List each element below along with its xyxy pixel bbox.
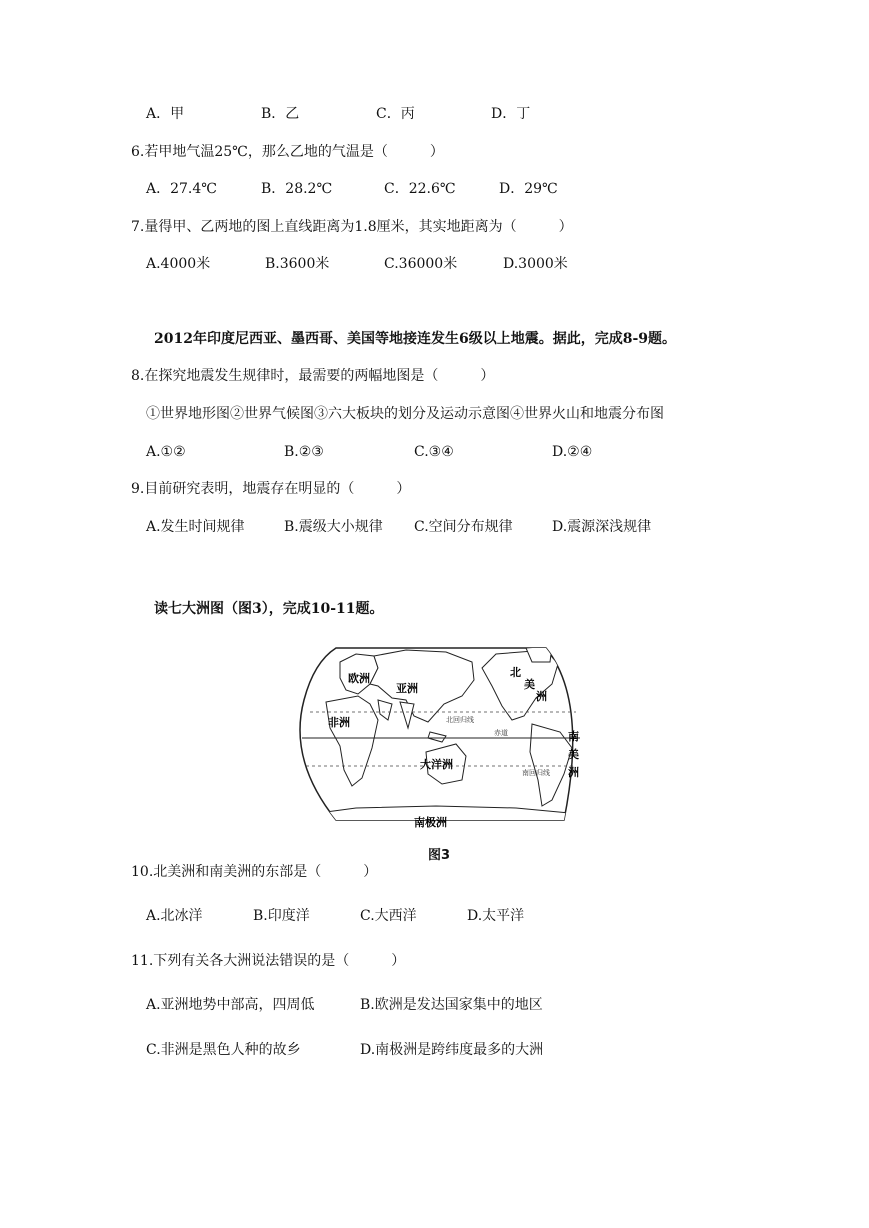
label-south-america-3: 洲	[568, 766, 579, 779]
q11-option-a: A.亚洲地势中部高，四周低	[146, 997, 315, 1013]
q11-stem: 11.下列有关各大洲说法错误的是（ ）	[131, 953, 406, 969]
q10-option-c: C.大西洋	[360, 908, 417, 924]
label-north-america-3: 洲	[536, 690, 547, 703]
q7-option-b: B.3600米	[265, 256, 330, 272]
q10-option-b: B.印度洋	[253, 908, 310, 924]
q7-stem: 7.量得甲、乙两地的图上直线距离为1.8厘米，其实地距离为（ ）	[131, 219, 573, 235]
q10-option-d: D.太平洋	[467, 908, 525, 924]
q8-option-a: A.①②	[146, 444, 186, 460]
q8-option-c: C.③④	[414, 444, 454, 460]
q11-option-d: D.南极洲是跨纬度最多的大洲	[360, 1042, 544, 1058]
label-africa: 非洲	[328, 716, 350, 729]
q6-stem: 6.若甲地气温25℃，那么乙地的气温是（ ）	[131, 144, 444, 160]
q7-option-d: D.3000米	[503, 256, 568, 272]
label-equator: 赤道	[494, 729, 508, 737]
q9-option-a: A.发生时间规律	[146, 519, 245, 535]
q6-option-c: C．22.6℃	[384, 181, 456, 197]
q8-option-b: B.②③	[284, 444, 324, 460]
q9-option-c: C.空间分布规律	[414, 519, 513, 535]
label-europe: 欧洲	[348, 672, 370, 685]
q10-stem: 10.北美洲和南美洲的东部是（ ）	[131, 864, 378, 880]
q6-option-b: B．28.2℃	[261, 181, 333, 197]
q5-option-a: A．甲	[146, 106, 185, 122]
q9-option-d: D.震源深浅规律	[552, 519, 652, 535]
label-south-america-2: 美	[568, 748, 579, 761]
figure-caption: 图3	[428, 848, 451, 863]
label-north-america-2: 美	[524, 678, 535, 691]
q9-option-b: B.震级大小规律	[284, 519, 383, 535]
section-heading-quake: 2012年印度尼西亚、墨西哥、美国等地接连发生6级以上地震。据此，完成8-9题。	[154, 331, 676, 347]
q7-option-c: C.36000米	[384, 256, 458, 272]
q11-option-b: B.欧洲是发达国家集中的地区	[360, 997, 543, 1013]
label-tropic-of-cancer: 北回归线	[446, 716, 474, 724]
seven-continents-map	[296, 640, 580, 846]
q6-option-d: D．29℃	[499, 181, 558, 197]
q6-option-a: A．27.4℃	[146, 181, 217, 197]
q10-option-a: A.北冰洋	[146, 908, 203, 924]
q5-option-d: D．丁	[491, 106, 531, 122]
section-heading-map: 读七大洲图（图3），完成10-11题。	[154, 601, 384, 617]
label-oceania: 大洋洲	[420, 758, 453, 771]
q5-option-b: B．乙	[261, 106, 300, 122]
q9-stem: 9.目前研究表明，地震存在明显的（ ）	[131, 481, 411, 497]
label-antarctica: 南极洲	[414, 816, 447, 829]
q7-option-a: A.4000米	[146, 256, 211, 272]
label-south-america-1: 南	[568, 730, 579, 743]
q8-option-d: D.②④	[552, 444, 593, 460]
q8-stem: 8.在探究地震发生规律时，最需要的两幅地图是（ ）	[131, 368, 495, 384]
label-tropic-of-capricorn: 南回归线	[522, 769, 550, 777]
q8-items: ①世界地形图②世界气候图③六大板块的划分及运动示意图④世界火山和地震分布图	[146, 406, 664, 422]
q5-option-c: C．丙	[376, 106, 415, 122]
label-asia: 亚洲	[396, 682, 418, 695]
q11-option-c: C.非洲是黑色人种的故乡	[146, 1042, 301, 1058]
label-north-america-1: 北	[510, 666, 521, 679]
